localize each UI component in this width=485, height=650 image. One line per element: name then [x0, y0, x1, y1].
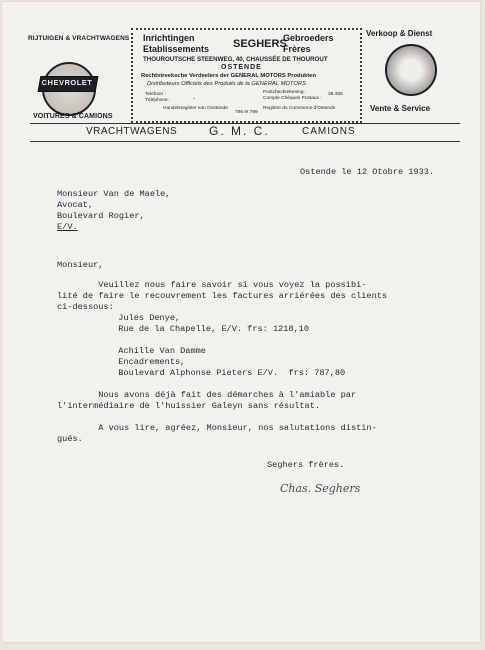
letter-date: Ostende le 12 Otobre 1933.	[300, 167, 435, 177]
letterhead-left-bottom: VOITURES & CAMIONS	[33, 113, 113, 120]
telephone-ditto: "	[193, 98, 195, 103]
closing: Seghers frères.	[267, 460, 345, 470]
center-line2-left: Etablissements	[143, 44, 210, 54]
body-line-1: Veuillez nous faire savoir si vous voyez la possibi-	[57, 280, 367, 290]
body-line-12: l'intermédiaire de l'huissier Galeyn sans résultat.	[57, 401, 321, 411]
handelsregister-label: Handelsregister van Oostende	[163, 106, 228, 111]
telefoon-label: Telefoon :	[145, 92, 166, 97]
letterhead-right-bottom: Vente & Service	[370, 104, 431, 113]
center-line2-right: Frères	[283, 44, 311, 54]
chevrolet-logo-text: CHEVROLET	[41, 78, 93, 87]
body-line-5: Rue de la Chapelle, E/V. frs: 1218,10	[77, 324, 310, 334]
body-line-11: Nous avons déjà fait des démarches à l'amiable par	[57, 390, 357, 400]
body-line-9: Boulevard Alphonse Pieters E/V. frs: 787,80	[77, 368, 346, 378]
letterhead-center-box	[131, 28, 362, 123]
center-line1-left: Inrichtingen	[143, 33, 195, 43]
recipient-line-1: Monsieur Van de Maele,	[57, 189, 171, 199]
body-line-7: Achille Van Damme	[77, 346, 206, 356]
postcheck-number: 38.455	[328, 92, 343, 97]
company-city: OSTENDE	[221, 64, 262, 71]
dealer-text-fr: Distributeurs Officiels des Produits de la GENERAL MOTORS	[147, 81, 306, 87]
letterhead-left-top: RIJTUIGEN & VRACHTWAGENS	[28, 35, 130, 42]
recipient-line-4: E/V.	[57, 222, 78, 232]
postcheck-label-fr: Compte Chèques Postaux :	[263, 96, 322, 101]
body-line-3: ci-dessous:	[57, 302, 114, 312]
telephone-label: Téléphone :	[145, 98, 171, 103]
banner-mid: G. M. C.	[209, 124, 270, 138]
recipient-line-3: Boulevard Rogier,	[57, 211, 145, 221]
company-name: SEGHERS	[233, 38, 287, 50]
body-line-15: gués.	[57, 434, 83, 444]
banner-rule-bottom	[30, 141, 460, 142]
body-line-4: Jules Denye,	[77, 313, 181, 323]
registre-label: Registre du Commerce d'Ostende	[263, 106, 336, 111]
salutation: Monsieur,	[57, 260, 104, 270]
gmc-emblem-icon	[385, 44, 437, 96]
letterhead-right-top: Verkoop & Dienst	[366, 29, 433, 38]
registry-number: 796 et 799	[235, 110, 258, 115]
company-address: THOUROUTSCHE STEENWEG, 40, CHAUSSÉE DE THOUROUT	[143, 56, 328, 63]
letter-paper	[2, 2, 480, 642]
center-line1-right: Gebroeders	[283, 33, 334, 43]
banner-left: VRACHTWAGENS	[86, 126, 178, 137]
dealer-text-nl: Rechtstreeksche Verdeelers der GENERAL MOTORS Produkten	[141, 73, 317, 79]
handwritten-signature: Chas. Seghers	[280, 482, 361, 495]
banner-right: CAMIONS	[302, 126, 356, 137]
body-line-14: A vous lire, agréez, Monsieur, nos salutations distin-	[57, 423, 377, 433]
postcheck-label-nl: Postcheckrekening :	[263, 90, 307, 95]
body-line-8: Encadrements,	[77, 357, 186, 367]
recipient-line-2: Avocat,	[57, 200, 94, 210]
body-line-2: lité de faire le recouvrement les factures arriérées des clients	[57, 291, 388, 301]
